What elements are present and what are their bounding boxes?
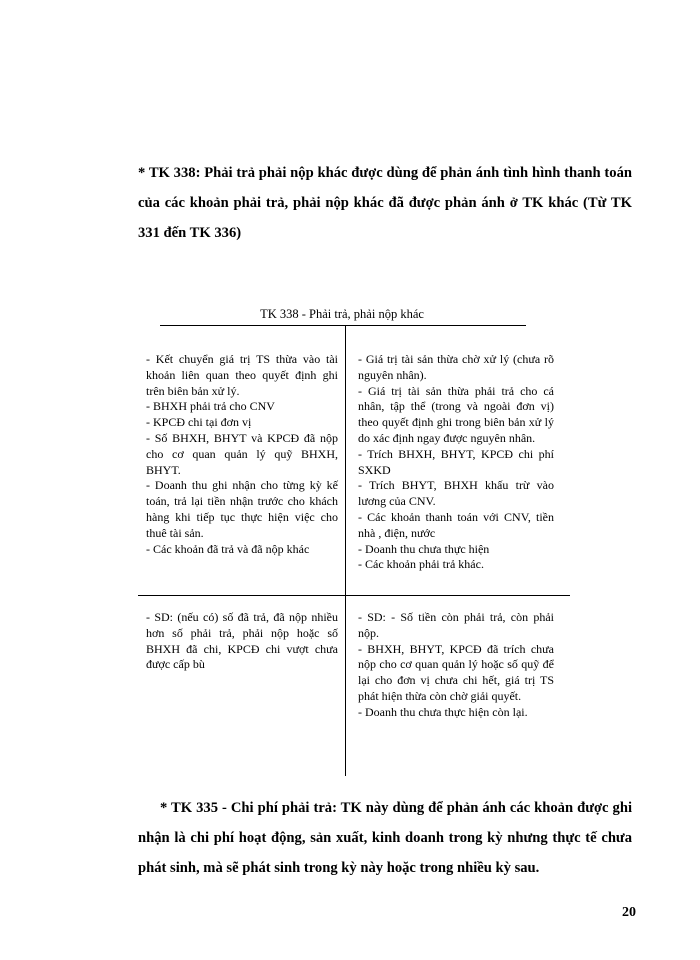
debit-entries [146, 352, 338, 557]
credit-entry: - Trích BHYT, BHXH khấu trừ vào lương của CNV. [358, 478, 554, 509]
credit-entry: - Các khoản thanh toán với CNV, tiền nhà , điện, nước [358, 509, 554, 540]
credit-entry: - Giá trị tài sản thừa chờ xử lý (chưa rõ nguyên nhân). [358, 352, 554, 382]
credit-entry: - Doanh thu chưa thực hiện [358, 541, 490, 556]
credit-entry: - Các khoản phải trả khác. [358, 557, 484, 572]
debit-balance-entry: - SD: (nếu có) số đã trả, đã nộp nhiều hơn số phải trả, phải nộp hoặc số BHXH đã chi, KPCĐ chi vượt chưa được cấp bù [146, 610, 338, 672]
credit-entries [358, 352, 554, 573]
t-account-top-rule [160, 325, 526, 326]
debit-entry: - KPCĐ chi tại đơn vị [146, 415, 252, 430]
debit-entry: - Kết chuyển giá trị TS thừa vào tài khoản liên quan theo quyết định ghi trên biên bản xử lý. [146, 352, 338, 398]
credit-entry: - Giá trị tài sản thừa phải trả cho cá nhân, tập thể (trong và ngoài đơn vị) theo quyết định ghi trong biên bản xử lý do xác định ngay được nguyên nhân. [358, 383, 554, 445]
t-account-center-rule [345, 326, 346, 776]
debit-entry: - Doanh thu ghi nhận cho từng kỳ kế toán, trả lại tiền nhận trước cho khách hàng khi tiếp tục thực hiện việc cho thuê tài sản. [146, 478, 338, 540]
paragraph-tk335: * TK 335 - Chi phí phải trả: TK này dùng để phản ánh các khoản được ghi nhận là chi phí hoạt động, sản xuất, kinh doanh trong kỳ nhưng thực tế chưa phát sinh, mà sẽ phát sinh trong kỳ này hoặc trong nhiều kỳ sau. [138, 800, 632, 876]
t-account-balance-rule [138, 595, 570, 596]
page-number: 20 [622, 905, 636, 920]
credit-balance-entry: - BHXH, BHYT, KPCĐ đã trích chưa nộp cho cơ quan quản lý hoặc số quỹ để lại cho đơn vị chưa chi hết, giá trị TS phát hiện thừa còn chờ giải quyết. [358, 641, 554, 703]
t-account-title: TK 338 - Phải trả, phải nộp khác [260, 307, 424, 321]
debit-entry: - Số BHXH, BHYT và KPCĐ đã nộp cho cơ quan quản lý quỹ BHXH, BHYT. [146, 430, 338, 477]
paragraph-tk338: * TK 338: Phải trả phải nộp khác được dùng để phản ánh tình hình thanh toán của các khoản phải trả, phải nộp khác đã được phản ánh ở TK khác (Từ TK 331 đến TK 336) [138, 165, 632, 241]
credit-balance [358, 610, 554, 721]
credit-entry: - Trích BHXH, BHYT, KPCĐ chi phí SXKD [358, 446, 554, 477]
credit-balance-entry: - Doanh thu chưa thực hiện còn lại. [358, 704, 528, 719]
credit-balance-entry: - SD: - Số tiền còn phải trả, còn phải nộp. [358, 610, 554, 640]
debit-balance [146, 610, 338, 673]
debit-entry: - Các khoản đã trả và đã nộp khác [146, 541, 310, 556]
debit-entry: - BHXH phải trả cho CNV [146, 399, 275, 414]
